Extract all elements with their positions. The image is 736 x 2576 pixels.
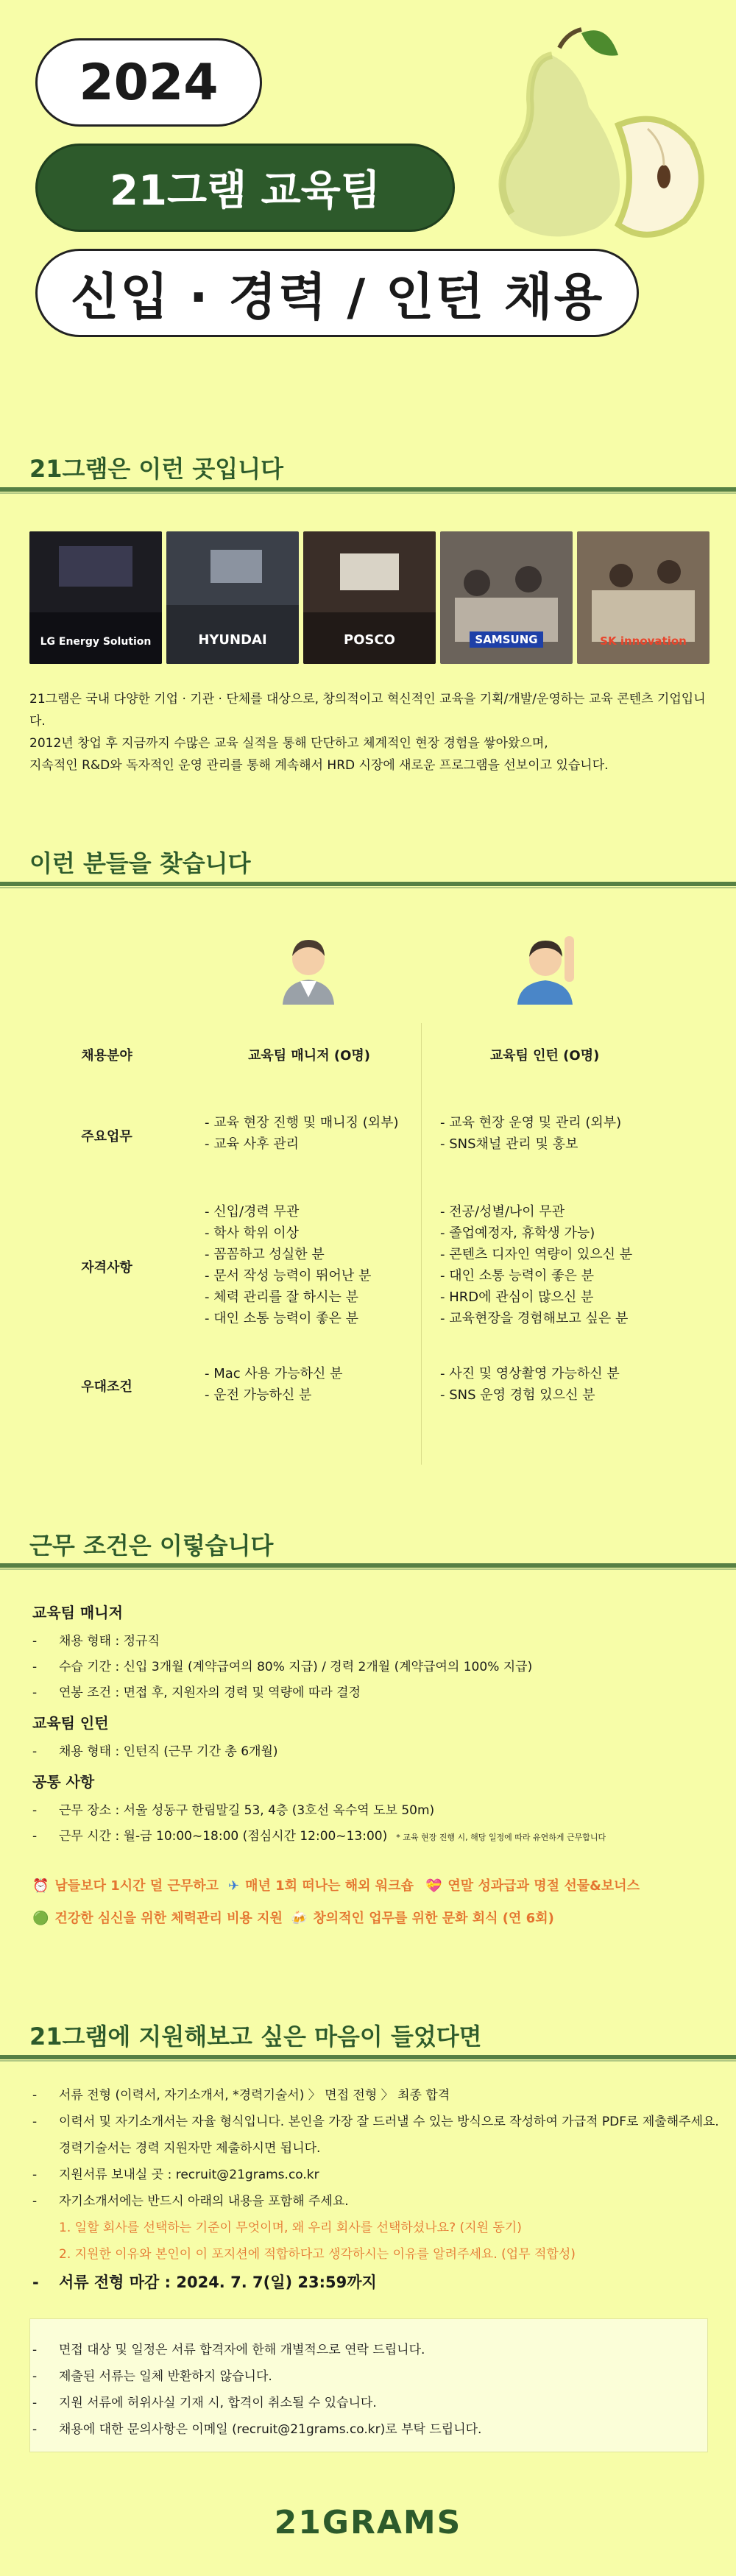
apply-text: 지원서류 보내실 곳 : recruit@21grams.co.kr <box>59 2168 319 2182</box>
manager-column-title: 교육팀 매니저 (O명) <box>247 1048 370 1064</box>
manager-duties <box>205 1112 399 1155</box>
list-item: - 서류 전형 (이력서, 자기소개서, *경력기술서) 〉 면접 전형 〉 최종 합격 <box>32 2088 450 2103</box>
photo-samsung <box>440 531 573 664</box>
list-item: - HRD에 관심이 많으신 분 <box>440 1287 632 1308</box>
list-item: - 근무 장소 : 서울 성동구 한림말길 53, 4층 (3호선 옥수역 도보 50m) <box>32 1803 435 1818</box>
question-text: 1. 일할 회사를 선택하는 기준이 무엇이며, 왜 우리 회사를 선택하셨나요? (지원 동기) <box>59 2221 522 2235</box>
perk-text: 연말 성과급과 명절 선물&보너스 <box>447 1878 640 1894</box>
list-item: - 수습 기간 : 신입 3개월 (계약급여의 80% 지급) / 경력 2개월 (계약급여의 100% 지급) <box>32 1660 533 1674</box>
condition-text: 채용 형태 : 인턴직 (근무 기간 총 6개월) <box>59 1744 278 1759</box>
question-1 <box>32 2217 522 2235</box>
condition-text: 근무 장소 : 서울 성동구 한림말길 53, 4층 (3호선 옥수역 도보 50m) <box>59 1803 435 1818</box>
list-item: - 채용 형태 : 정규직 <box>32 1634 160 1649</box>
list-item: - 채용 형태 : 인턴직 (근무 기간 총 6개월) <box>32 1744 278 1759</box>
tennis-ball-icon: 🟢 <box>32 1911 49 1926</box>
row-label-duties: 주요업무 <box>81 1129 132 1144</box>
cheers-icon: 🍻 <box>291 1911 308 1926</box>
intern-avatar-icon <box>510 929 580 1005</box>
apply-text: 경력기술서는 경력 지원자만 제출하시면 됩니다. <box>59 2141 321 2156</box>
question-2 <box>32 2243 576 2262</box>
note-text: 채용에 대한 문의사항은 이메일 (recruit@21grams.co.kr)로 부탁 드립니다. <box>59 2422 482 2437</box>
photo-posco <box>303 531 436 664</box>
list-item: - 대인 소통 능력이 좋은 분 <box>440 1265 632 1287</box>
list-item: - 이력서 및 자기소개서는 자율 형식입니다. 본인을 가장 잘 드러낼 수 있는 방식으로 작성하여 가급적 PDF로 제출해주세요. <box>32 2115 719 2129</box>
list-item: - SNS 운영 경험 있으신 분 <box>440 1384 620 1406</box>
logo-label: HYUNDAI <box>198 632 267 648</box>
condition-text: 연봉 조건 : 면접 후, 지원자의 경력 및 역량에 따라 결정 <box>59 1685 361 1700</box>
list-item: - 꼼꼼하고 성실한 분 <box>205 1244 371 1265</box>
brand-logo: 21GRAMS <box>274 2504 462 2541</box>
row-label-qualifications: 자격사항 <box>81 1260 132 1275</box>
perk-item <box>291 1908 554 1927</box>
note-text: 제출된 서류는 일체 반환하지 않습니다. <box>59 2369 272 2384</box>
time-note: * 교육 현장 진행 시, 해당 일정에 따라 유연하게 근무합니다 <box>396 1833 606 1842</box>
perk-item <box>32 1908 283 1927</box>
manager-preferences <box>205 1363 343 1406</box>
field-label: 채용분야 <box>81 1048 132 1064</box>
photo-lg <box>29 531 162 664</box>
seeking-title: 이런 분들을 찾습니다 <box>29 849 251 877</box>
logo-label: POSCO <box>344 632 395 648</box>
list-item: - 졸업예정자, 휴학생 가능) <box>440 1222 632 1244</box>
list-item: - 문서 작성 능력이 뛰어난 분 <box>205 1265 371 1287</box>
apply-divider <box>0 2055 736 2059</box>
list-item: - 교육현장을 경험해보고 싶은 분 <box>440 1308 632 1329</box>
seeking-divider <box>0 882 736 886</box>
deadline-text: 서류 전형 마감 : 2024. 7. 7(일) 23:59까지 <box>59 2274 377 2291</box>
list-item: - 근무 시간 : 월-금 10:00~18:00 (점심시간 12:00~13:00) * 교육 현장 진행 시, 해당 일정에 따라 유연하게 근무합니다 <box>32 1829 606 1844</box>
list-item <box>32 2137 320 2156</box>
list-item: - 연봉 조건 : 면접 후, 지원자의 경력 및 역량에 따라 결정 <box>32 1685 361 1700</box>
perk-item <box>32 1875 219 1894</box>
manager-conditions-header: 교육팀 매니저 <box>32 1604 123 1621</box>
perk-text: 건강한 심신을 위한 체력관리 비용 지원 <box>54 1911 283 1926</box>
list-item: - 교육 현장 운영 및 관리 (외부) <box>440 1112 621 1133</box>
list-item: - 사진 및 영상촬영 가능하신 분 <box>440 1363 620 1384</box>
list-item: - 학사 학위 이상 <box>205 1222 371 1244</box>
alarm-clock-icon: ⏰ <box>32 1878 49 1894</box>
condition-text: 수습 기간 : 신입 3개월 (계약급여의 80% 지급) / 경력 2개월 (계약급여의 100% 지급) <box>59 1660 533 1674</box>
common-conditions-header: 공통 사항 <box>32 1773 95 1791</box>
intern-duties <box>440 1112 621 1155</box>
list-item: - 제출된 서류는 일체 반환하지 않습니다. <box>32 2369 272 2384</box>
list-item: - 지원 서류에 허위사실 기재 시, 합격이 취소될 수 있습니다. <box>32 2396 377 2410</box>
manager-qualifications <box>205 1201 371 1329</box>
intern-qualifications <box>440 1201 632 1329</box>
intern-preferences <box>440 1363 620 1406</box>
note-text: 지원 서류에 허위사실 기재 시, 합격이 취소될 수 있습니다. <box>59 2396 377 2410</box>
about-line: 지속적인 R&D와 독자적인 운영 관리를 통해 계속해서 HRD 시장에 새로운 프로그램을 선보이고 있습니다. <box>29 758 609 773</box>
apply-text: 이력서 및 자기소개서는 자율 형식입니다. 본인을 가장 잘 드러낼 수 있는 방식으로 작성하여 가급적 PDF로 제출해주세요. <box>59 2115 719 2129</box>
airplane-icon: ✈ <box>228 1878 240 1894</box>
list-item: - 지원서류 보내실 곳 : recruit@21grams.co.kr <box>32 2168 319 2182</box>
intern-conditions-header: 교육팀 인턴 <box>32 1714 109 1732</box>
conditions-title: 근무 조건은 이렇습니다 <box>29 1532 274 1560</box>
list-item: - 교육 사후 관리 <box>205 1133 399 1155</box>
team-badge: 21그램 교육팀 <box>35 144 455 232</box>
list-item: - 채용에 대한 문의사항은 이메일 (recruit@21grams.co.kr)로 부탁 드립니다. <box>32 2422 482 2437</box>
about-line: 21그램은 국내 다양한 기업 · 기관 · 단체를 대상으로, 창의적이고 혁신적인 교육을 기획/개발/운영하는 교육 콘텐츠 기업입니다. <box>29 692 706 729</box>
logo-label: SK innovation <box>600 634 687 648</box>
photo-hyundai <box>166 531 299 664</box>
intern-column-title: 교육팀 인턴 (O명) <box>489 1048 600 1064</box>
logo-label: SAMSUNG <box>470 631 543 648</box>
perk-text: 창의적인 업무를 위한 문화 회식 (연 6회) <box>313 1911 554 1926</box>
perk-text: 남들보다 1시간 덜 근무하고 <box>54 1878 219 1894</box>
list-item: - 체력 관리를 잘 하시는 분 <box>205 1287 371 1308</box>
about-title: 21그램은 이런 곳입니다 <box>29 455 284 483</box>
hire-badge: 신입 · 경력 / 인턴 채용 <box>35 249 639 337</box>
manager-avatar-icon <box>278 931 339 1005</box>
list-item: - 콘텐츠 디자인 역량이 있으신 분 <box>440 1244 632 1265</box>
row-label-preferences: 우대조건 <box>81 1379 132 1395</box>
perk-item <box>425 1875 640 1894</box>
about-line: 2012년 창업 후 지금까지 수많은 교육 실적을 통해 단단하고 체계적인 현장 경험을 쌓아왔으며, <box>29 736 548 751</box>
photo-sk <box>577 531 710 664</box>
deadline: - 서류 전형 마감 : 2024. 7. 7(일) 23:59까지 <box>32 2274 377 2291</box>
list-item: - 운전 가능하신 분 <box>205 1384 343 1406</box>
question-text: 2. 지원한 이유와 본인이 이 포지션에 적합하다고 생각하시는 이유를 알려주세요. (업무 적합성) <box>59 2247 576 2262</box>
year-badge: 2024 <box>35 38 262 127</box>
list-item: - 자기소개서에는 반드시 아래의 내용을 포함해 주세요. <box>32 2194 349 2209</box>
apply-text: 자기소개서에는 반드시 아래의 내용을 포함해 주세요. <box>59 2194 349 2209</box>
conditions-divider <box>0 1563 736 1568</box>
apply-title: 21그램에 지원해보고 싶은 마음이 들었다면 <box>29 2023 482 2050</box>
list-item: - Mac 사용 가능하신 분 <box>205 1363 343 1384</box>
logo-label: LG Energy Solution <box>40 636 152 648</box>
note-text: 면접 대상 및 일정은 서류 합격자에 한해 개별적으로 연락 드립니다. <box>59 2343 425 2357</box>
list-item: - 면접 대상 및 일정은 서류 합격자에 한해 개별적으로 연락 드립니다. <box>32 2343 425 2357</box>
perk-item <box>228 1875 414 1894</box>
gift-heart-icon: 💝 <box>425 1878 442 1894</box>
condition-text: 근무 시간 : 월-금 10:00~18:00 (점심시간 12:00~13:00) <box>59 1829 388 1844</box>
list-item: - 교육 현장 진행 및 매니징 (외부) <box>205 1112 399 1133</box>
pear-illustration <box>471 26 714 247</box>
condition-text: 채용 형태 : 정규직 <box>59 1634 160 1649</box>
list-item: - 대인 소통 능력이 좋은 분 <box>205 1308 371 1329</box>
perk-text: 매년 1회 떠나는 해외 워크숍 <box>245 1878 414 1894</box>
about-paragraph <box>29 688 707 776</box>
about-divider <box>0 487 736 492</box>
list-item: - 신입/경력 무관 <box>205 1201 371 1222</box>
list-item: - 전공/성별/나이 무관 <box>440 1201 632 1222</box>
apply-text: 서류 전형 (이력서, 자기소개서, *경력기술서) 〉 면접 전형 〉 최종 합격 <box>59 2088 450 2103</box>
column-divider <box>421 1023 422 1465</box>
list-item: - SNS채널 관리 및 홍보 <box>440 1133 621 1155</box>
